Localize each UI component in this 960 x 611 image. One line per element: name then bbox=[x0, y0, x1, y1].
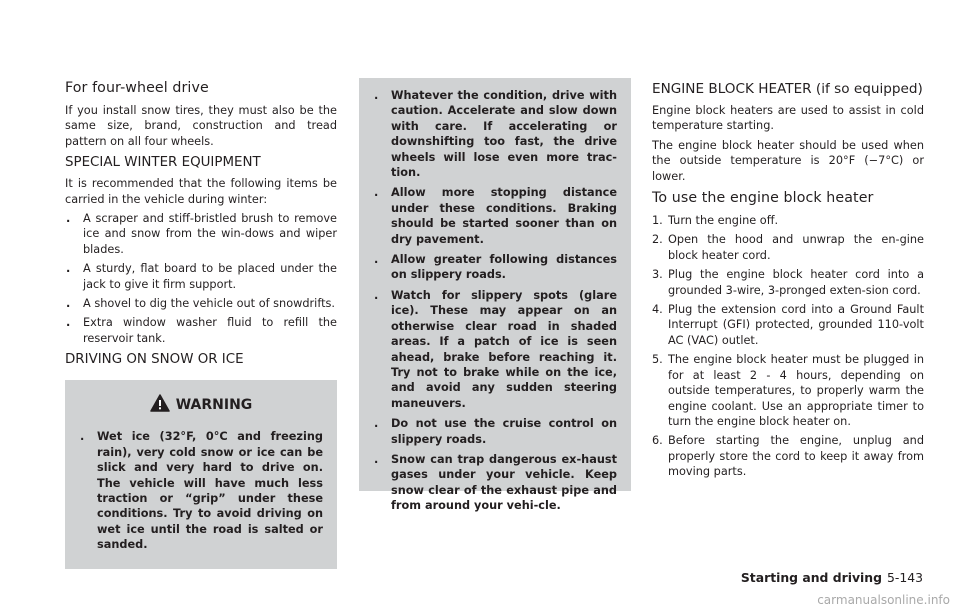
equipment-list bbox=[65, 211, 337, 346]
list-item: . Wet ice (32°F, 0°C and freezing rain), very cold snow or ice can be slick and very hard to drive on. The vehicle will have much less traction or “grip” under these conditions. Try to avoid driving on wet ice until the road is salted or sanded. bbox=[80, 430, 323, 552]
special-equipment-text: It is recommended that the following items be carried in the vehicle during winter: bbox=[65, 177, 337, 206]
four-wheel-heading: For four-wheel drive bbox=[65, 80, 209, 96]
bullet: . bbox=[66, 212, 71, 226]
warning-header bbox=[79, 394, 323, 416]
list-item: 2. Open the hood and unwrap the en-gine block heater cord. bbox=[652, 233, 924, 262]
bullet: . bbox=[80, 430, 85, 444]
use-heater-heading: To use the engine block heater bbox=[652, 190, 874, 207]
bullet: . bbox=[66, 316, 71, 330]
driving-tips-list bbox=[373, 88, 617, 514]
page-footer bbox=[741, 570, 923, 585]
bullet: . bbox=[374, 89, 379, 102]
bullet: . bbox=[374, 186, 379, 200]
bullet: . bbox=[66, 297, 71, 311]
bullet: . bbox=[374, 253, 379, 267]
heater-text-2: The engine block heater should be used when the outside temperature is 20°F (−7°C) or lower. bbox=[652, 138, 924, 183]
list-item: 6. Before starting the engine, unplug and properly store the cord to keep it away from moving parts. bbox=[652, 434, 924, 479]
list-item: . Do not use the cruise control on slippery roads. bbox=[374, 417, 617, 446]
list-item: . Whatever the condition, drive with caution. Accelerate and slow down with care. If accelerating or downshifting too fast, the drive wheels will lose even more trac-tion. bbox=[374, 89, 617, 180]
bullet: . bbox=[66, 262, 71, 276]
section-title: Starting and driving bbox=[740, 570, 882, 585]
list-item: . A scraper and stiff-bristled brush to remove ice and snow from the win-dows and wiper blades. bbox=[66, 212, 337, 256]
list-item: . Snow can trap dangerous ex-haust gases under your vehicle. Keep snow clear of the exhaust pipe and from around your vehi-cle. bbox=[374, 452, 617, 513]
column-right bbox=[652, 80, 924, 484]
page-number: 5-143 bbox=[886, 570, 923, 585]
engine-block-heater-heading: ENGINE BLOCK HEATER (if so equipped) bbox=[652, 81, 923, 97]
list-item: . A shovel to dig the vehicle out of snowdrifts. bbox=[66, 297, 336, 311]
warning-continued-box bbox=[359, 78, 631, 513]
bullet: . bbox=[374, 417, 379, 431]
warning-box bbox=[65, 380, 337, 569]
list-item: . Extra window washer fluid to refill the reservoir tank. bbox=[66, 316, 337, 345]
heater-text-1: Engine block heaters are used to assist in cold temperature starting. bbox=[652, 104, 924, 133]
list-item: 1. Turn the engine off. bbox=[652, 214, 779, 228]
list-item: 5. The engine block heater must be plugged in for at least 2 - 4 hours, depending on outside temperatures, to properly warm the engine coolant. Use an appropriate timer to turn the engine block heater on. bbox=[652, 353, 924, 428]
warning-list bbox=[79, 429, 323, 552]
column-middle bbox=[359, 78, 631, 513]
list-item: 3. Plug the engine block heater cord into a grounded 3-wire, 3-pronged exten-sion cord. bbox=[652, 268, 924, 297]
warning-triangle-icon bbox=[150, 394, 170, 416]
watermark: carmanualsonline.info bbox=[817, 593, 950, 607]
four-wheel-text: If you install snow tires, they must also be the same size, brand, construction and tread pattern on all four wheels. bbox=[65, 104, 337, 148]
heater-steps-list bbox=[652, 213, 924, 480]
list-item: 4. Plug the extension cord into a Ground Fault Interrupt (GFI) protected, grounded 110-volt AC (VAC) outlet. bbox=[652, 303, 924, 347]
driving-snow-heading: DRIVING ON SNOW OR ICE bbox=[65, 352, 244, 368]
special-equipment-heading: SPECIAL WINTER EQUIPMENT bbox=[65, 155, 261, 171]
column-left bbox=[65, 80, 337, 569]
list-item: . Allow more stopping distance under these conditions. Braking should be started sooner than on dry pavement. bbox=[374, 186, 617, 246]
list-item: . Allow greater following distances on slippery roads. bbox=[374, 253, 617, 282]
bullet: . bbox=[374, 288, 379, 302]
bullet: . bbox=[374, 452, 379, 466]
warning-label: WARNING bbox=[175, 397, 253, 414]
list-item: . A sturdy, flat board to be placed under the jack to give it firm support. bbox=[66, 262, 337, 291]
list-item: . Watch for slippery spots (glare ice). These may appear on an otherwise clear road in shaded areas. If a patch of ice is seen ahead, brake before reaching it. Try not to brake while on the ice, and avoid any sudden steering maneuvers. bbox=[374, 288, 617, 410]
